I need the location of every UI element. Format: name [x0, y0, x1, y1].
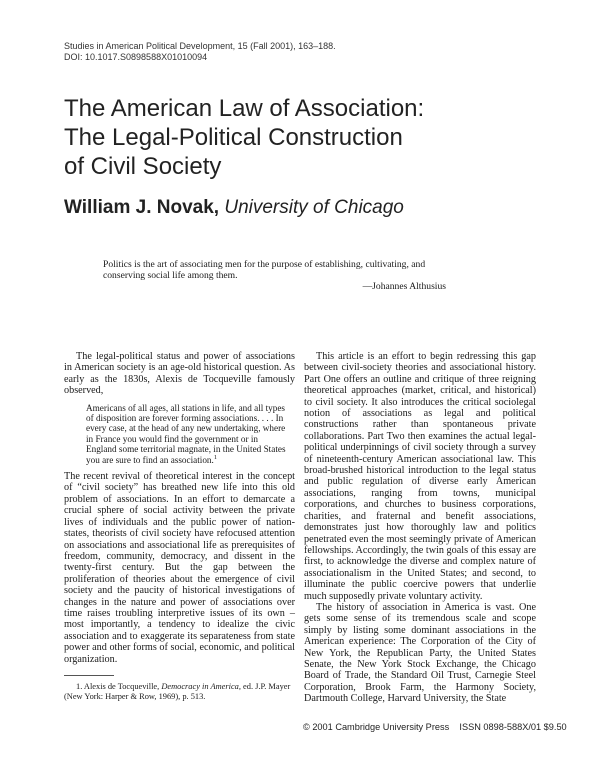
issn-notice: ISSN 0898-588X/01 $9.50: [459, 722, 567, 732]
intro-paragraph: The legal-political status and power of associations in American society is an age-old historical question. As early as the 1830s, Alexis de Tocqueville famously observed,: [64, 351, 295, 397]
epigraph-line-1: Politics is the art of associating men for the purpose of establishing, cultivating, and: [103, 259, 426, 270]
footnote-1: [64, 682, 295, 702]
copyright-notice: © 2001 Cambridge University Press: [303, 722, 450, 732]
footnote-prefix: 1. Alexis de Tocqueville,: [76, 681, 160, 691]
right-column: [304, 351, 536, 705]
epigraph-attribution: —Johannes Althusius: [362, 281, 446, 293]
history-paragraph: The history of association in America is vast. One gets some sense of its tremendous scale and scope simply by listing some dominant associations in the American experience: The Corporation of the City of New York, the Republican Party, the United States Senate, the New York Stock Exchange, the Chicago Board of Trade, the Standard Oil Trust, Carnegie Steel Corporation, Brook Farm, the Harmony Society, Dartmouth College, Harvard University, the State: [304, 601, 536, 705]
title-line-1: The American Law of Association:: [64, 95, 425, 122]
quote-text: Americans of all ages, all stations in life, and all types of disposition are forever forming associations. . . . In every case, at the head of any new undertaking, where in France you would find the government or in England some territorial magnate, in the United States you are sure to find an association.: [86, 402, 286, 465]
author-line: [64, 196, 404, 220]
doi-line: DOI: 10.1017.S0898588X01010094: [64, 52, 208, 62]
epigraph-line-2: conserving social life among them.: [103, 270, 238, 282]
article-title: [64, 94, 544, 181]
title-line-3: of Civil Society: [64, 153, 222, 180]
epigraph: [103, 259, 446, 293]
footnote-book-title: Democracy in America,: [161, 681, 241, 691]
footnote-divider: [64, 675, 114, 676]
journal-line: Studies in American Political Development, 15 (Fall 2001), 163–188.: [64, 41, 336, 51]
author-name: William J. Novak,: [64, 197, 220, 218]
title-line-2: The Legal-Political Construction: [64, 124, 403, 151]
article-aims-paragraph: This article is an effort to begin redressing this gap between civil-society theories and associational history. Part One offers an outline and critique of three reigning theoretical approaches (market, critical, and historical) to civil society. It also introduces the critical sociolegal notion of associations as legal and political constructions rather than spontaneous private collaborations. Part Two then examines the actual legal-political underpinnings of civil society through a survey of nineteenth-century American associational law. This broad-brushed historical introduction to the legal status and public regulation of diverse early American associations, ranging from towns, municipal corporations, and churches to business corporations, charities, and fraternal and benefit associations, demonstrates just how thoroughly law and politics penetrated even the most seemingly private of American fellowships. Accordingly, the twin goals of this essay are first, to acknowledge the diverse and complex nature of associationalism in the United States; and second, to illuminate the public coercive powers that underlie much supposedly private voluntary activity.: [304, 351, 536, 602]
footnote-suffix: ed. J.P. Mayer (New York: Harper & Row, 1969), p. 513.: [64, 681, 291, 701]
journal-citation: [64, 41, 336, 63]
left-column: [64, 351, 295, 702]
author-affiliation: University of Chicago: [224, 197, 404, 218]
civil-society-paragraph: The recent revival of theoretical interest in the concept of “civil society” has breathed new life into this old problem of associations. In an effort to demarcate a crucial sphere of social activity between the private lives of individuals and the public power of nation-states, theorists of civil society have refocused attention on associations and associational life as prerequisites of freedom, community, democracy, and dissent in the twenty-first century. But the gap between the proliferation of theories about the emergence of civil society and the paucity of historical investigations of changes in the nature and power of associations over time raises troubling interpretive issues of its own – most importantly, a tendency to idealize the civic association and to exaggerate its separateness from state power and other forms of social, economic, and political organization.: [64, 471, 295, 665]
copyright-footer: [303, 722, 567, 732]
footnote-marker: 1: [213, 453, 218, 461]
tocqueville-quote: [86, 403, 287, 465]
